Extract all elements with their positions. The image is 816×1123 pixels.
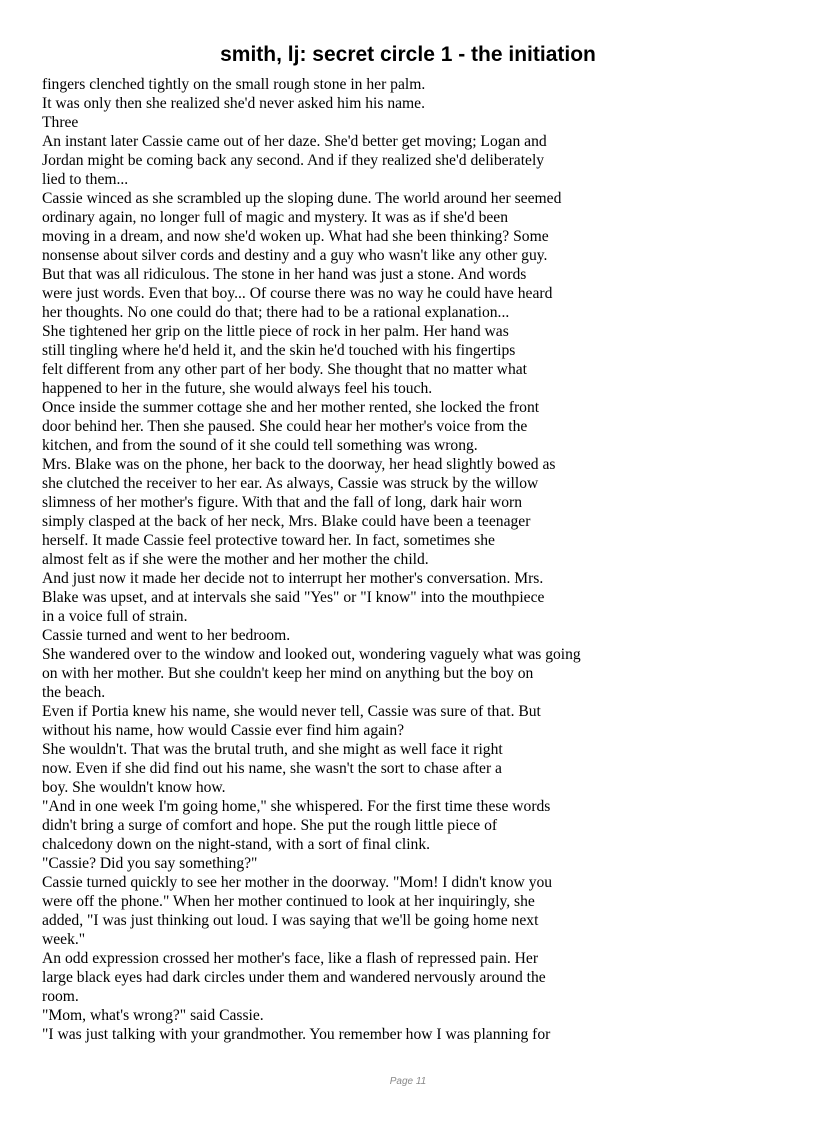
text-line: "Mom, what's wrong?" said Cassie. <box>42 1007 264 1024</box>
text-line: simply clasped at the back of her neck, Mrs. Blake could have been a teenager <box>42 513 531 530</box>
text-line: It was only then she realized she'd never asked him his name. <box>42 95 426 112</box>
text-line: almost felt as if she were the mother and her mother the child. <box>42 551 429 568</box>
page-title: smith, lj: secret circle 1 - the initiation <box>220 43 596 66</box>
text-line: added, "I was just thinking out loud. I was saying that we'll be going home next <box>42 912 539 929</box>
page-number: Page 11 <box>389 1076 427 1087</box>
text-line: chalcedony down on the night-stand, with a sort of final clink. <box>42 836 431 853</box>
text-line: Cassie turned quickly to see her mother in the doorway. "Mom! I didn't know you <box>42 874 553 891</box>
text-line: herself. It made Cassie feel protective toward her. In fact, sometimes she <box>42 532 495 549</box>
text-line: Three <box>42 114 79 131</box>
text-line: "Cassie? Did you say something?" <box>42 855 258 872</box>
text-line: still tingling where he'd held it, and the skin he'd touched with his fingertips <box>42 342 516 359</box>
text-line: Blake was upset, and at intervals she said "Yes" or "I know" into the mouthpiece <box>42 589 545 606</box>
text-line: And just now it made her decide not to interrupt her mother's conversation. Mrs. <box>42 570 544 587</box>
text-line: She tightened her grip on the little piece of rock in her palm. Her hand was <box>42 323 509 340</box>
text-line: now. Even if she did find out his name, she wasn't the sort to chase after a <box>42 760 502 777</box>
text-line: large black eyes had dark circles under them and wandered nervously around the <box>42 969 546 986</box>
text-line: An odd expression crossed her mother's face, like a flash of repressed pain. Her <box>42 950 539 967</box>
text-line: were off the phone." When her mother continued to look at her inquiringly, she <box>42 893 535 910</box>
text-line: Even if Portia knew his name, she would never tell, Cassie was sure of that. But <box>42 703 541 720</box>
text-line: But that was all ridiculous. The stone in her hand was just a stone. And words <box>42 266 527 283</box>
text-line: moving in a dream, and now she'd woken up. What had she been thinking? Some <box>42 228 549 245</box>
text-line: "And in one week I'm going home," she whispered. For the first time these words <box>42 798 551 815</box>
text-line: An instant later Cassie came out of her daze. She'd better get moving; Logan and <box>42 133 547 150</box>
text-line: "I was just talking with your grandmother. You remember how I was planning for <box>42 1026 551 1043</box>
text-line: boy. She wouldn't know how. <box>42 779 226 796</box>
text-line: She wandered over to the window and looked out, wondering vaguely what was going <box>42 646 581 663</box>
text-line: happened to her in the future, she would always feel his touch. <box>42 380 433 397</box>
text-line: her thoughts. No one could do that; there had to be a rational explanation... <box>42 304 510 321</box>
text-line: lied to them... <box>42 171 129 188</box>
text-line: she clutched the receiver to her ear. As always, Cassie was struck by the willow <box>42 475 539 492</box>
text-line: Cassie turned and went to her bedroom. <box>42 627 291 644</box>
text-line: without his name, how would Cassie ever find him again? <box>42 722 405 739</box>
text-line: Jordan might be coming back any second. And if they realized she'd deliberately <box>42 152 545 169</box>
text-line: felt different from any other part of her body. She thought that no matter what <box>42 361 527 378</box>
text-line: Cassie winced as she scrambled up the sloping dune. The world around her seemed <box>42 190 562 207</box>
text-line: kitchen, and from the sound of it she could tell something was wrong. <box>42 437 478 454</box>
text-line: nonsense about silver cords and destiny and a guy who wasn't like any other guy. <box>42 247 548 264</box>
text-line: slimness of her mother's figure. With that and the fall of long, dark hair worn <box>42 494 522 511</box>
text-line: didn't bring a surge of comfort and hope. She put the rough little piece of <box>42 817 498 834</box>
text-line: She wouldn't. That was the brutal truth, and she might as well face it right <box>42 741 503 758</box>
text-line: Mrs. Blake was on the phone, her back to the doorway, her head slightly bowed as <box>42 456 556 473</box>
text-line: ordinary again, no longer full of magic and mystery. It was as if she'd been <box>42 209 509 226</box>
text-line: were just words. Even that boy... Of course there was no way he could have heard <box>42 285 553 302</box>
text-line: week." <box>42 931 86 948</box>
text-line: fingers clenched tightly on the small rough stone in her palm. <box>42 76 426 93</box>
text-line: the beach. <box>42 684 106 701</box>
text-line: on with her mother. But she couldn't keep her mind on anything but the boy on <box>42 665 534 682</box>
text-line: in a voice full of strain. <box>42 608 188 625</box>
body-text <box>42 75 787 1044</box>
text-line: room. <box>42 988 79 1005</box>
text-line: Once inside the summer cottage she and her mother rented, she locked the front <box>42 399 540 416</box>
text-line: door behind her. Then she paused. She could hear her mother's voice from the <box>42 418 528 435</box>
